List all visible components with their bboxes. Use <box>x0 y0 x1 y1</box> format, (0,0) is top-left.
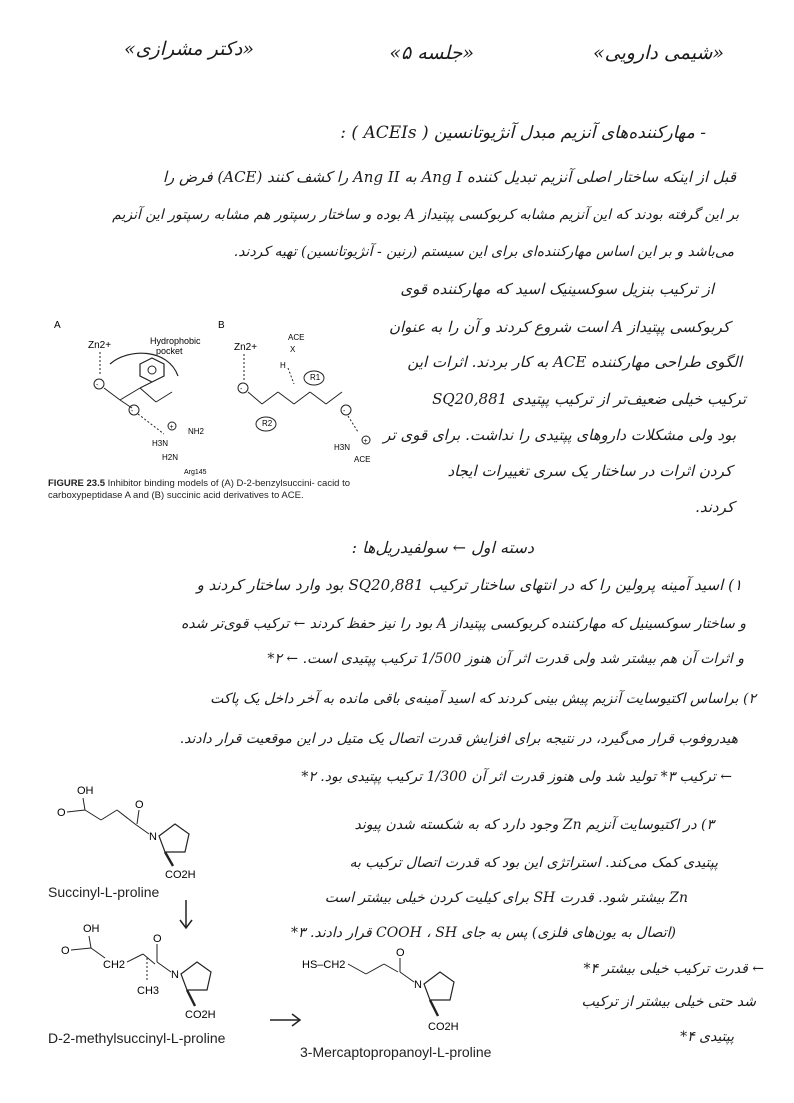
methylsuccinyl-proline-structure <box>55 918 285 1028</box>
item1-line-1: ۱) اسید آمینه پرولین را که در انتهای ساختار ترکیب SQ20,881 بود وارد ساختار کردند و <box>196 576 742 594</box>
item3-line-3: Zn بیشتر شود. قدرت SH برای کیلیت کردن خیلی بیشتر است <box>324 890 688 906</box>
hydrophobic-label: Hydrophobic <box>150 336 201 346</box>
header-session: «جلسه ۵» <box>389 42 474 64</box>
header-course: «شیمی دارویی» <box>593 42 724 64</box>
panel-b-label: B <box>218 320 225 331</box>
intro-line-1: قبل از اینکه ساختار اصلی آنزیم تبدیل کننده Ang I به Ang II را کشف کنند (ACE) فرض را <box>162 168 736 186</box>
zn-label-b: Zn2+ <box>234 342 258 353</box>
ace-label-b2: ACE <box>354 455 371 464</box>
item2-line-2: هیدروفوب قرار می‌گیرد، در نتیجه برای افزایش قدرت اتصال یک متیل در این موقعیت قرار دادند. <box>179 731 738 747</box>
item3-line-1: ۳) در اکتیوسایت آنزیم Zn وجود دارد که به شکسته شدن پیوند <box>354 817 714 833</box>
svg-text:+: + <box>169 424 174 431</box>
mercapto-proline-label: 3-Mercaptopropanoyl-L-proline <box>300 1044 492 1060</box>
binding-model-figure <box>48 318 388 478</box>
arrow-right-1 <box>268 1012 304 1028</box>
item2-line-1: ۲) براساس اکتیوسایت آنزیم پیش بینی کردند که اسید آمینه‌ی باقی مانده به آخر داخل یک پاکت <box>210 691 756 707</box>
figure-number: FIGURE 23.5 <box>48 478 106 489</box>
mercapto-hs-label: HS–CH2 <box>302 959 346 971</box>
intro-line-2: بر این گرفته بودند که این آنزیم مشابه کربوکسی پپتیداز A بوده و ساختار رسپتور هم مشابه رسپتور این آنزیم <box>112 207 739 223</box>
header-teacher: «دکتر مشرازی» <box>124 38 254 60</box>
svg-text:-: - <box>96 382 99 389</box>
succinyl-n-label: N <box>149 831 157 843</box>
h3n-label-b: H3N <box>334 443 351 452</box>
r2-label: R2 <box>262 419 273 428</box>
succinyl-oh-label: OH <box>77 785 94 797</box>
figure-caption-text: Inhibitor binding models of (A) D-2-benzylsuccini- cacid to carboxypeptidase A and (B) succinic acid derivatives to ACE. <box>48 478 351 502</box>
svg-text:-: - <box>240 386 243 393</box>
methyl-ch3-label: CH3 <box>137 985 160 997</box>
side-line-7: کردند. <box>695 498 734 516</box>
h-label: H <box>280 361 286 370</box>
note-line-1: ← قدرت ترکیب خیلی بیشتر ۴* <box>583 961 764 977</box>
item1-line-2: و ساختار سوکسینیل که مهارکننده کربوکسی پپتیداز A بود را نیز حفظ کردند ← ترکیب قوی‌تر شده <box>181 616 746 632</box>
succinyl-proline-structure <box>55 780 255 890</box>
side-line-1: از ترکیب بنزیل سوکسینیک اسید که مهارکننده قوی <box>400 280 714 298</box>
mercapto-n-label: N <box>414 979 422 991</box>
item3-line-2: پپتیدی کمک می‌کند. استراتژی این بود که قدرت اتصال ترکیب به <box>349 855 718 871</box>
mercapto-proline-structure <box>300 946 500 1036</box>
group-title: دسته اول ← سولفیدریل‌ها : <box>351 538 534 557</box>
svg-text:-: - <box>131 408 134 415</box>
arg-label: Arg145 <box>184 469 207 476</box>
intro-line-3: می‌باشد و بر این اساس مهارکننده‌ای برای این سیستم (رنین - آنژیوتانسین) تهیه کردند. <box>233 244 734 260</box>
h2n-label: H2N <box>162 453 179 462</box>
note-line-2: شد حتی خیلی بیشتر از ترکیب <box>581 994 756 1010</box>
succinyl-o2-label: O <box>135 799 144 811</box>
mercapto-o-label: O <box>396 947 405 959</box>
methyl-o1-label: O <box>61 945 70 957</box>
side-line-6: کردن اثرات در ساختار یک سری تغییرات ایجاد <box>447 462 732 480</box>
methyl-o2-label: O <box>153 933 162 945</box>
ace-label-b1: ACE <box>288 333 305 342</box>
methyl-n-label: N <box>171 969 179 981</box>
side-line-3: الگوی طراحی مهارکننده ACE به کار بردند. اثرات این <box>407 353 742 371</box>
methyl-oh-label: OH <box>83 923 100 935</box>
r1-label: R1 <box>310 373 321 382</box>
methyl-ch2-label: CH2 <box>103 959 126 971</box>
succinyl-o1-label: O <box>57 807 66 819</box>
side-line-2: کربوکسی پپتیداز A است شروع کردند و آن را به عنوان <box>388 318 730 336</box>
side-line-4: ترکیب خیلی ضعیف‌تر از ترکیب پپتیدی SQ20,881 <box>432 390 746 408</box>
svg-text:+: + <box>363 438 368 445</box>
item3-line-4: (اتصال به یون‌های فلزی) پس به جای COOH ، SH قرار دادند. ۳* <box>290 925 676 941</box>
figure-caption <box>48 478 368 503</box>
side-line-5: بود ولی مشکلات داروهای پپتیدی را نداشت. برای قوی تر <box>383 426 736 444</box>
h3n-label-a: H3N <box>152 439 169 448</box>
item1-line-3: و اثرات آن هم بیشتر شد ولی قدرت اثر آن هنوز 1/500 ترکیب پپتیدی است. ← ۲* <box>267 651 744 667</box>
zn-label-a: Zn2+ <box>88 340 112 351</box>
methyl-co2h-label: CO2H <box>185 1009 216 1021</box>
svg-text:-: - <box>343 408 346 415</box>
methylsuccinyl-proline-label: D-2-methylsuccinyl-L-proline <box>48 1030 226 1046</box>
section-title: - مهارکننده‌های آنزیم مبدل آنژیوتانسین ( ACEIs ) : <box>340 123 706 143</box>
mercapto-co2h-label: CO2H <box>428 1021 459 1033</box>
pocket-label: pocket <box>156 346 183 356</box>
panel-a-label: A <box>54 320 61 331</box>
nh2-label: NH2 <box>188 427 205 436</box>
succinyl-proline-label: Succinyl-L-proline <box>48 884 160 900</box>
item2-line-3: ← ترکیب ۳* تولید شد ولی هنوز قدرت اثر آن 1/300 ترکیب پپتیدی بود. ۲* <box>301 769 732 785</box>
succinyl-co2h-label: CO2H <box>165 869 196 881</box>
x-label: X <box>290 345 296 354</box>
note-line-3: پپتیدی ۴* <box>680 1029 734 1045</box>
